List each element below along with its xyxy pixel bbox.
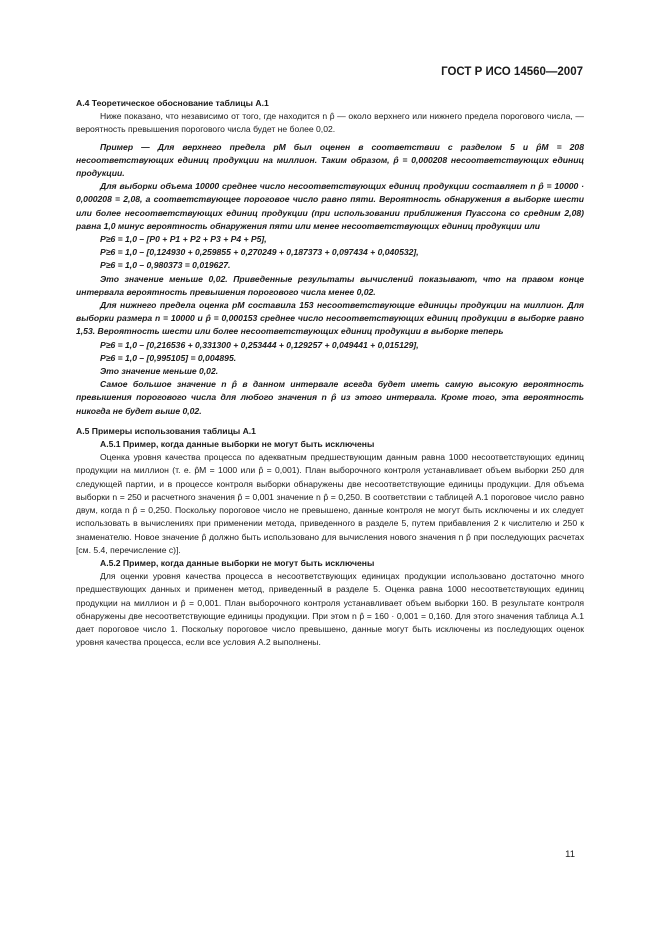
example-paragraph: Пример — Для верхнего предела pM был оценен в соответствии с разделом 5 и p̂M = 208 несоответствующих единиц продукции на миллион. Таким образом, p̂ = 0,000208 несоответствующих единиц продукции. bbox=[76, 141, 584, 179]
subsection-heading-a51: А.5.1 Пример, когда данные выборки не могут быть исключены bbox=[100, 439, 375, 450]
spacer bbox=[76, 418, 584, 425]
section-heading-a5: А.5 Примеры использования таблицы А.1 bbox=[76, 425, 256, 436]
example-paragraph: Это значение меньше 0,02. Приведенные результаты вычислений показывают, что на правом конце интервала вероятность превышения порогового числа менее 0,02. bbox=[76, 273, 584, 297]
paragraph: Ниже показано, что независимо от того, где находится n p̂ — около верхнего или нижнего предела порогового числа, — вероятность превышения порогового числа будет не более 0,02. bbox=[76, 111, 584, 135]
formula: P≥6 = 1,0 – [0,995105] = 0,004895. bbox=[100, 352, 237, 363]
paragraph: Оценка уровня качества процесса по адекватным предшествующим данным равна 1000 несоответствующих единиц продукции на миллион (т. е. p̂M = 1000 или p̂ = 0,001). План выборочного контроля устанавливает объем выборки 250 для следующей партии, и в процессе контроля выборки обнаружены две несоответствующие единицы продукции. Для объема выборки n = 250 и расчетного значения p̂ = 0,001 значение n p̂ = 0,250. В соответствии с таблицей А.1 пороговое число равно двум, когда n p̂ = 0,250. Поскольку пороговое число не превышено, данные контроля не могут быть исключены и их следует использовать в вычислениях при применении метода, приведенного в разделе 5, путем прибавления 2 к числителю и 250 к знаменателю. Новое значение p̂ должно быть использовано для вычисления нового значения n p̂ при последующих расчетах [см. 5.4, перечисление с)]. bbox=[76, 452, 584, 555]
formula: P≥6 = 1,0 – [0,124930 + 0,259855 + 0,270249 + 0,187373 + 0,097434 + 0,040532], bbox=[100, 247, 419, 258]
example-paragraph: Для нижнего предела оценка pM составила 153 несоответствующие единицы продукции на миллион. Для выборки размера n = 10000 и p̂ = 0,000153 среднее число несоответствующих единиц продукции в выборке равно 1,53. Вероятность шести или более несоответствующих единиц продукции в выборке теперь bbox=[76, 300, 584, 337]
document-body bbox=[76, 97, 584, 649]
formula: P≥6 = 1,0 – [P0 + P1 + P2 + P3 + P4 + P5], bbox=[100, 234, 267, 245]
example-paragraph: Самое большое значение n p̂ в данном интервале всегда будет иметь самую высокую вероятность превышения порогового числа для любого значения n p̂ из этого интервала. Кроме того, эта вероятность никогда не будет выше 0,02. bbox=[76, 379, 584, 416]
example-paragraph: Для выборки объема 10000 среднее число несоответствующих единиц продукции составляет n p̂ = 10000 · 0,000208 = 2,08, а соответствующее пороговое число равно пяти. Вероятность обнаружения в выборке шести или более несоответствующих единиц продукции (при использовании приближения Пуассона со средним 2,08) равна 1,0 минус вероятность обнаружения пяти или менее несоответствующих единиц продукции или bbox=[76, 181, 584, 231]
example-paragraph: Это значение меньше 0,02. bbox=[100, 366, 219, 377]
paragraph: Для оценки уровня качества процесса в несоответствующих единицах продукции использовано достаточно много предшествующих данных и применен метод, приведенный в разделе 5. Оценка равна 1000 несоответствующих единиц продукции на миллион и p̂ = 0,001. План выборочного контроля устанавливает объем выборки 160. В результате контроля обнаружены две несоответствующие единицы продукции. При этом n p̂ = 160 · 0,001 = 0,160. Для этого значения таблица А.1 дает пороговое число 1. Поскольку пороговое число превышено, данные могут быть исключены из последующих оценок уровня качества процесса, если все условия А.2 выполнены. bbox=[76, 571, 584, 648]
document-header: ГОСТ Р ИСО 14560—2007 bbox=[441, 66, 583, 78]
formula: P≥6 = 1,0 – 0,980373 = 0,019627. bbox=[100, 260, 231, 271]
section-heading-a4: А.4 Теоретическое обоснование таблицы А.1 bbox=[76, 98, 269, 108]
subsection-heading-a52: А.5.2 Пример, когда данные выборки не могут быть исключены bbox=[100, 557, 375, 568]
page-number: 11 bbox=[565, 849, 575, 860]
formula: P≥6 = 1,0 – [0,216536 + 0,331300 + 0,253444 + 0,129257 + 0,049441 + 0,015129], bbox=[100, 339, 419, 350]
